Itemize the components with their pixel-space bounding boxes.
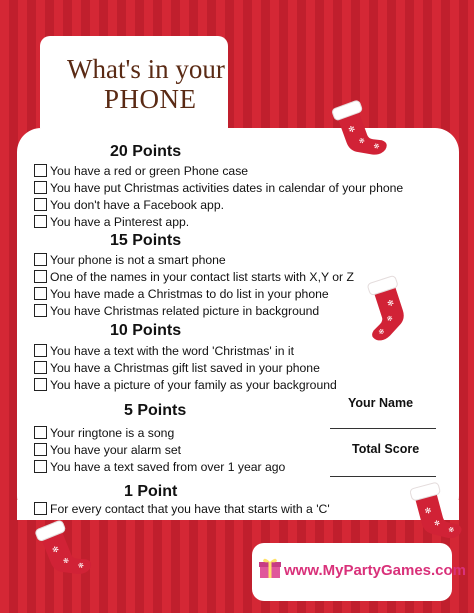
- checkbox[interactable]: [34, 253, 47, 266]
- checkbox[interactable]: [34, 270, 47, 283]
- total-score-label: Total Score: [352, 442, 420, 456]
- item-label: You have put Christmas activities dates in calendar of your phone: [50, 181, 404, 195]
- list-item: [34, 269, 354, 285]
- checkbox[interactable]: [34, 164, 47, 177]
- checkbox[interactable]: [34, 304, 47, 317]
- item-label: You have a text with the word 'Christmas' in it: [50, 344, 295, 358]
- item-label: You have your alarm set: [50, 443, 181, 457]
- list-item: [34, 286, 329, 302]
- list-item: [34, 501, 330, 517]
- stocking-icon: [326, 98, 390, 168]
- item-label: You have a text saved from over 1 year ago: [50, 460, 286, 474]
- list-item: [34, 343, 294, 359]
- svg-text:✻: ✻: [377, 327, 386, 337]
- section-heading-1: 1 Point: [124, 483, 178, 500]
- svg-text:✻: ✻: [433, 518, 442, 529]
- checkbox[interactable]: [34, 361, 47, 374]
- svg-text:✻: ✻: [50, 544, 61, 556]
- item-label: You have made a Christmas to do list in your phone: [50, 287, 329, 301]
- item-label: You have a Pinterest app.: [50, 215, 190, 229]
- stocking-icon: [402, 480, 466, 550]
- svg-text:✻: ✻: [76, 560, 86, 571]
- checkbox[interactable]: [34, 344, 47, 357]
- checkbox[interactable]: [34, 198, 47, 211]
- total-score-line[interactable]: [330, 476, 436, 477]
- checkbox[interactable]: [34, 181, 47, 194]
- section-heading-20: 20 Points: [110, 143, 182, 160]
- item-label: You have a red or green Phone case: [50, 164, 249, 178]
- section-heading-15: 15 Points: [110, 232, 182, 249]
- list-item: [34, 180, 403, 196]
- svg-text:✻: ✻: [385, 314, 394, 324]
- svg-text:✻: ✻: [62, 556, 71, 566]
- item-label: Your ringtone is a song: [50, 426, 175, 440]
- checkbox[interactable]: [34, 502, 47, 515]
- checkbox[interactable]: [34, 215, 47, 228]
- list-item: [34, 214, 189, 230]
- list-item: [34, 377, 337, 393]
- title-line-1: What's in your: [67, 54, 225, 84]
- svg-text:✻: ✻: [347, 124, 357, 135]
- item-label: You have Christmas related picture in background: [50, 304, 320, 318]
- item-label: One of the names in your contact list starts with X,Y or Z: [50, 270, 354, 284]
- stocking-icon: [30, 518, 94, 588]
- list-item: [34, 163, 248, 179]
- item-label: You don't have a Facebook app.: [50, 198, 224, 212]
- checkbox[interactable]: [34, 443, 47, 456]
- list-item: [34, 459, 285, 475]
- svg-text:✻: ✻: [357, 136, 367, 146]
- svg-text:✻: ✻: [372, 141, 381, 152]
- section-heading-10: 10 Points: [110, 322, 182, 339]
- item-label: For every contact that you have that starts with a 'C': [50, 502, 330, 516]
- list-item: [34, 303, 319, 319]
- item-label: You have a Christmas gift list saved in your phone: [50, 361, 320, 375]
- item-label: You have a picture of your family as your background: [50, 378, 337, 392]
- your-name-line[interactable]: [330, 428, 436, 429]
- svg-text:✻: ✻: [423, 505, 433, 517]
- list-item: [34, 360, 320, 376]
- stocking-icon: [356, 275, 420, 345]
- list-item: [34, 197, 224, 213]
- checkbox[interactable]: [34, 378, 47, 391]
- section-heading-5: 5 Points: [124, 402, 187, 419]
- logo-text[interactable]: www.MyPartyGames.com: [284, 562, 467, 579]
- list-item: [34, 442, 181, 458]
- title-line-2: PHONE: [104, 84, 197, 114]
- list-item: [34, 425, 174, 441]
- gift-icon: [258, 556, 282, 580]
- svg-text:✻: ✻: [447, 525, 456, 535]
- checkbox[interactable]: [34, 287, 47, 300]
- checkbox[interactable]: [34, 460, 47, 473]
- checkbox[interactable]: [34, 426, 47, 439]
- list-item: [34, 252, 226, 268]
- item-label: Your phone is not a smart phone: [50, 253, 226, 267]
- svg-text:✻: ✻: [386, 298, 396, 309]
- your-name-label: Your Name: [348, 396, 414, 410]
